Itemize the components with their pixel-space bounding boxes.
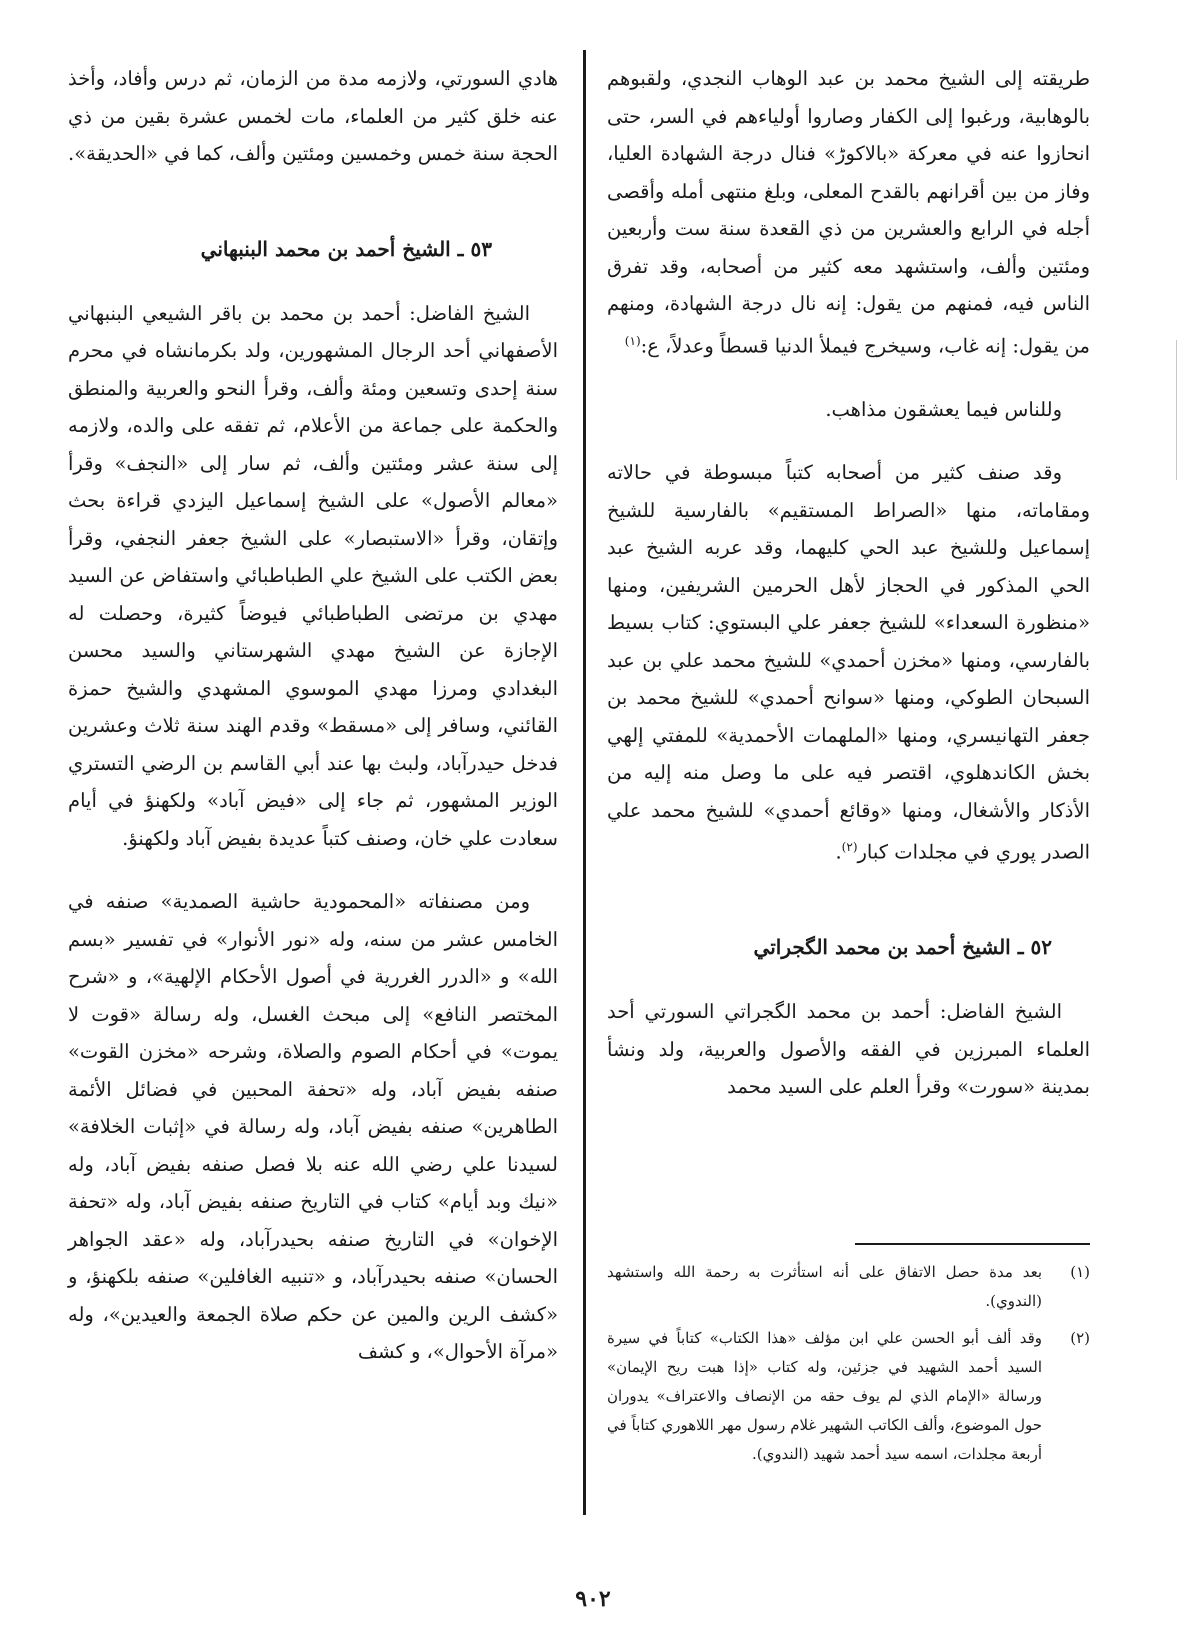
right-column — [607, 60, 1090, 1106]
left-paragraph-1: هادي السورتي، ولازمه مدة من الزمان، ثم درس وأفاد، وأخذ عنه خلق كثير من العلماء، مات لخمس عشرة بقين من ذي الحجة سنة خمس وخمسين ومئتين وألف، كما في «الحديقة». — [68, 67, 558, 165]
footnote-1 — [607, 1258, 1090, 1316]
right-paragraph-2-end: . — [835, 840, 842, 864]
footnote-ref-2: (٢) — [841, 840, 858, 854]
footnote-separator — [855, 1243, 1090, 1245]
left-paragraph-3: ومن مصنفاته «المحمودية حاشية الصمدية» صنفه في الخامس عشر من سنه، وله «نور الأنوار» في تفسير «بسم الله» و «الدرر الغررية في أصول الأحكام الإلهية»، و «شرح المختصر النافع» إلى مبحث الغسل، وله رسالة «قوت لا يموت» في أحكام الصوم والصلاة، وشرحه «مخزن القوت» صنفه بفيض آباد، وله «تحفة المحبين في فضائل الأئمة الطاهرين» صنفه بفيض آباد، وله رسالة في «إثبات الخلافة» لسيدنا علي رضي الله عنه بلا فصل صنفه بفيض آباد، وله «نيك وبد أيام» كتاب في التاريخ صنفه بفيض آباد، وله «تحفة الإخوان» في التاريخ صنفه بحيدرآباد، وله «عقد الجواهر الحسان» صنفه بحيدرآباد، و «تنبيه الغافلين» صنفه بلكهنؤ، و «كشف الرين والمين عن حكم صلاة الجمعة والعيدين»، وله «مرآة الأحوال»، و كشف — [68, 890, 558, 1363]
footnote-2 — [607, 1324, 1090, 1469]
page-number: ٩٠٢ — [575, 1586, 611, 1612]
section-heading-53: ٥٣ ـ الشيخ أحمد بن محمد البنبهاني — [200, 236, 492, 261]
section-heading-52: ٥٢ ـ الشيخ أحمد بن محمد الگجراتي — [753, 935, 1052, 959]
verse-line: وللناس فيما يعشقون مذاهب. — [825, 397, 1062, 421]
footnote-ref-1: (١) — [624, 333, 641, 348]
footnotes — [607, 1258, 1090, 1477]
right-paragraph-1 — [607, 60, 1090, 365]
footnote-1-text: بعد مدة حصل الاتفاق على أنه استأثرت به رحمة الله واستشهد (الندوي). — [607, 1263, 1042, 1310]
right-paragraph-1-text: طريقته إلى الشيخ محمد بن عبد الوهاب النجدي، ولقبوهم بالوهابية، ورغبوا إلى الكفار وصاروا أولياءهم في السر، حتى انحازوا عنه في معركة «بالاكوڑ» فنال درجة الشهادة العليا، وفاز من بين أقرانهم بالقدح المعلى، وبلغ منتهى أمله وأقصى أجله في الرابع والعشرين من ذي القعدة سنة ست وأربعين ومئتين وألف، واستشهد معه كثير من أصحابه، وقد تفرق الناس فيه، فمنهم من يقول: إنه نال درجة الشهادة، ومنهم من يقول: إنه غاب، وسيخرج فيملأ الدنيا قسطاً وعدلاً، ع: — [607, 67, 1090, 357]
footnote-2-number: (٢) — [1070, 1329, 1090, 1347]
column-divider — [583, 50, 586, 1515]
footnote-2-text: وقد ألف أبو الحسن علي ابن مؤلف «هذا الكتاب» كتاباً في سيرة السيد أحمد الشهيد في جزئين، وله كتاب «إذا هبت ريح الإيمان» ورسالة «الإمام الذي لم يوف حقه من الإنصاف والاعتراف» يدوران حول الموضوع، وألف الكاتب الشهير غلام رسول مهر اللاهوري كتاباً في أربعة مجلدات، اسمه سيد أحمد شهيد (الندوي). — [607, 1329, 1042, 1463]
scan-margin-mark — [1176, 340, 1177, 480]
left-paragraph-2: الشيخ الفاضل: أحمد بن محمد بن باقر الشيعي البنبهاني الأصفهاني أحد الرجال المشهورين، ولد بكرمانشاه في محرم سنة إحدى وتسعين ومئة وألف، وقرأ النحو والعربية والمنطق والحكمة على جماعة من الأعلام، ثم تفقه على والده، ولازمه إلى سنة عشر ومئتين وألف، ثم سار إلى «النجف» وقرأ «معالم الأصول» على الشيخ إسماعيل اليزدي قراءة بحث وإتقان، وقرأ «الاستبصار» على الشيخ جعفر النجفي، وقرأ بعض الكتب على الشيخ علي الطباطبائي واستفاض عن السيد مهدي بن مرتضى الطباطبائي فيوضاً كثيرة، وحصلت له الإجازة عن الشيخ مهدي الشهرستاني والسيد محسن البغدادي ومرزا مهدي الموسوي المشهدي والشيخ حمزة القائني، وسافر إلى «مسقط» وقدم الهند سنة ثلاث وعشرين فدخل حيدرآباد، ولبث بها عند أبي القاسم بن الرضي التستري الوزير المشهور، ثم جاء إلى «فيض آباد» ولكهنؤ في أيام سعادت علي خان، وصنف كتباً عديدة بفيض آباد ولكهنؤ. — [68, 301, 558, 850]
left-column — [68, 60, 558, 1371]
right-paragraph-2 — [607, 454, 1090, 871]
right-paragraph-3: الشيخ الفاضل: أحمد بن محمد الگجراتي السورتي أحد العلماء المبرزين في الفقه والأصول والعربية، ولد ونشأ بمدينة «سورت» وقرأ العلم على السيد محمد — [607, 1000, 1090, 1098]
footnote-1-number: (١) — [1070, 1263, 1090, 1281]
right-paragraph-2-text: وقد صنف كثير من أصحابه كتباً مبسوطة في حالاته ومقاماته، منها «الصراط المستقيم» بالفارسية للشيخ إسماعيل وللشيخ عبد الحي كليهما، وقد عربه الشيخ عبد الحي المذكور في الحجاز لأهل الحرمين الشريفين، ومنها «منظورة السعداء» للشيخ جعفر علي البستوي: كتاب بسيط بالفارسي، ومنها «مخزن أحمدي» للشيخ محمد علي بن عبد السبحان الطوكي، ومنها «سوانح أحمدي» للشيخ محمد بن جعفر التهانيسري، ومنها «الملهمات الأحمدية» للمفتي إلهي بخش الكاندهلوي، اقتصر فيه على ما وصل منه إليه من الأذكار والأشغال، ومنها «وقائع أحمدي» للشيخ محمد علي الصدر پوري في مجلدات كبار — [607, 461, 1090, 864]
